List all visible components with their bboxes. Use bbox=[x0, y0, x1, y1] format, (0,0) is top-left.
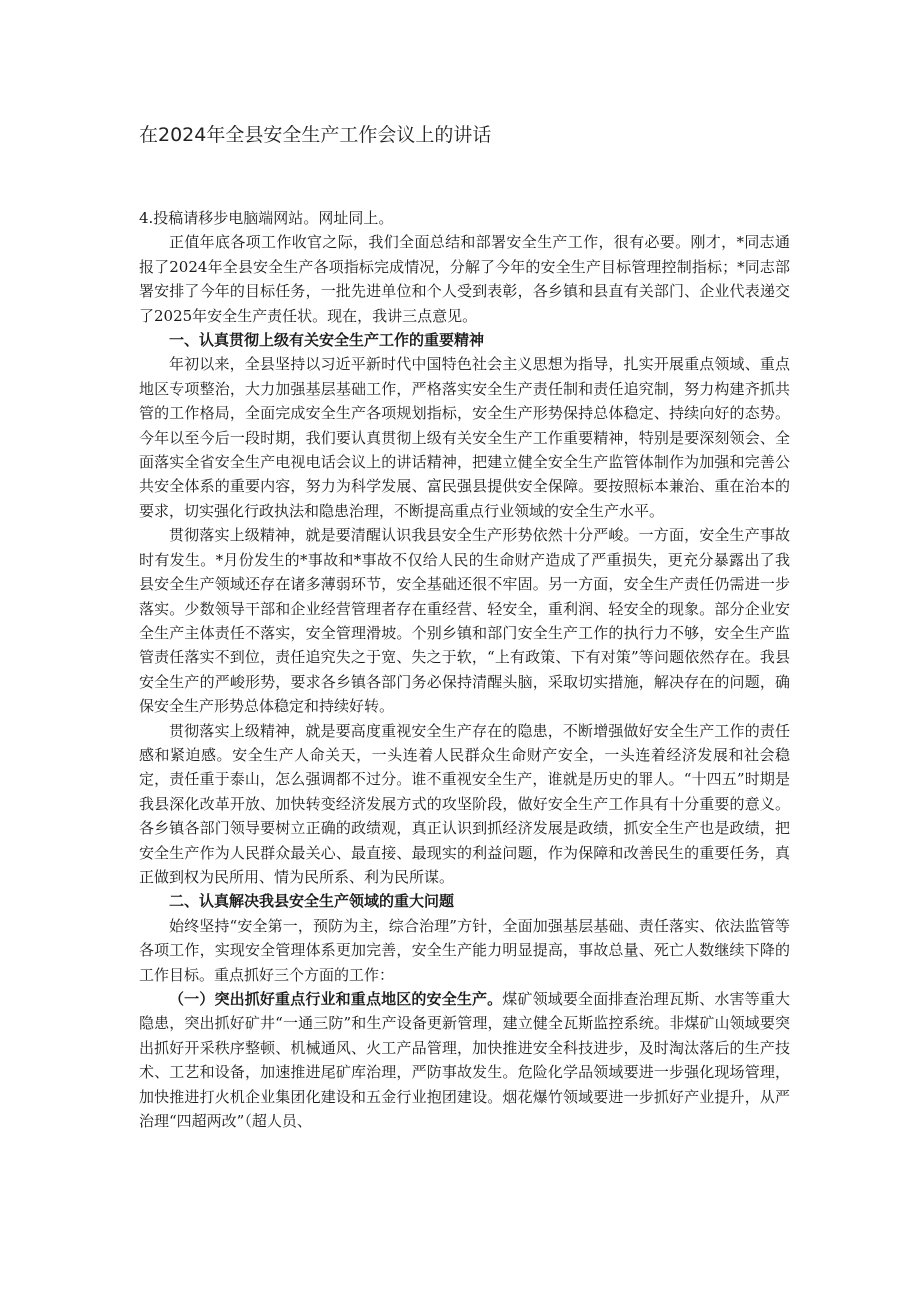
section-2-paragraph-1: 始终坚持“安全第一，预防为主，综合治理”方针，全面加强基层基础、责任落实、依法监管等各项工作，实现安全管理体系更加完善，安全生产能力明显提高，事故总量、死亡人数继续下降的工作目标。重点抓好三个方面的工作： bbox=[139, 916, 790, 984]
section-2-heading: 二、认真解决我县安全生产领域的重大问题 bbox=[169, 892, 455, 911]
section-1-paragraph-1: 年初以来，全县坚持以习近平新时代中国特色社会主义思想为指导，扎实开展重点领域、重点地区专项整治，大力加强基层基础工作，严格落实安全生产责任制和责任追究制，努力构建齐抓共管的工作格局，全面完成安全生产各项规划指标，安全生产形势保持总体稳定、持续向好的态势。今年以至今后一段时期，我们要认真贯彻上级有关安全生产工作重要精神，特别是要深刻领会、全面落实全省安全生产电视电话会议上的讲话精神，把建立健全安全生产监管体制作为加强和完善公共安全体系的重要内容，努力为科学发展、富民强县提供安全保障。要按照标本兼治、重在治本的要求，切实强化行政执法和隐患治理，不断提高重点行业领域的安全生产水平。 bbox=[139, 355, 790, 520]
section-2-subsection-1 bbox=[139, 987, 790, 1133]
subsection-1-text: 煤矿领域要全面排查治理瓦斯、水害等重大隐患，突出抓好矿井“一通三防”和生产设备更新管理，建立健全瓦斯监控系统。非煤矿山领域要突出抓好开采秩序整顿、机械通风、火工产品管理，加快推进安全科技进步，及时淘汰落后的生产技术、工艺和设备，加速推进尾矿库治理，严防事故发生。危险化学品领域要进一步强化现场管理，加快推进打火机企业集团化建设和五金行业抱团建设。烟花爆竹领域要进一步抓好产业提升，从严治理“四超两改”（超人员、 bbox=[139, 990, 790, 1131]
submission-note: 4.投稿请移步电脑端网站。网址同上。 bbox=[139, 209, 394, 227]
section-1-heading: 一、认真贯彻上级有关安全生产工作的重要精神 bbox=[169, 331, 485, 350]
section-1-paragraph-2: 贯彻落实上级精神，就是要清醒认识我县安全生产形势依然十分严峻。一方面，安全生产事故时有发生。*月份发生的*事故和*事故不仅给人民的生命财产造成了严重损失，更充分暴露出了我县安全生产领域还存在诸多薄弱环节，安全基础还很不牢固。另一方面，安全生产责任仍需进一步落实。少数领导干部和企业经营管理者存在重经营、轻安全，重利润、轻安全的现象。部分企业安全生产主体责任不落实，安全管理滑坡。个别乡镇和部门安全生产工作的执行力不够，安全生产监管责任落实不到位，责任追究失之于宽、失之于软，“上有政策、下有对策”等问题依然存在。我县安全生产的严峻形势，要求各乡镇各部门务必保持清醒头脑，采取切实措施，解决存在的问题，确保安全生产形势总体稳定和持续好转。 bbox=[139, 526, 790, 716]
subsection-1-lead: （一）突出抓好重点行业和重点地区的安全生产。 bbox=[169, 990, 503, 1008]
intro-paragraph: 正值年底各项工作收官之际，我们全面总结和部署安全生产工作，很有必要。刚才，*同志通报了2024年全县安全生产各项指标完成情况，分解了今年的安全生产目标管理控制指标；*同志部署安排了今年的目标任务，一批先进单位和个人受到表彰，各乡镇和县直有关部门、企业代表递交了2025年安全生产责任状。现在，我讲三点意见。 bbox=[139, 233, 790, 325]
document-title: 在2024年全县安全生产工作会议上的讲话 bbox=[139, 124, 492, 146]
document-body bbox=[139, 206, 790, 1133]
section-1-paragraph-3: 贯彻落实上级精神，就是要高度重视安全生产存在的隐患，不断增强做好安全生产工作的责任感和紧迫感。安全生产人命关天，一头连着人民群众生命财产安全，一头连着经济发展和社会稳定，责任重于泰山，怎么强调都不过分。谁不重视安全生产，谁就是历史的罪人。“十四五”时期是我县深化改革开放、加快转变经济发展方式的攻坚阶段，做好安全生产工作具有十分重要的意义。各乡镇各部门领导要树立正确的政绩观，真正认识到抓经济发展是政绩，抓安全生产也是政绩，把安全生产作为人民群众最关心、最直接、最现实的利益问题，作为保障和改善民生的重要任务，真正做到权为民所用、情为民所系、利为民所谋。 bbox=[139, 721, 790, 886]
